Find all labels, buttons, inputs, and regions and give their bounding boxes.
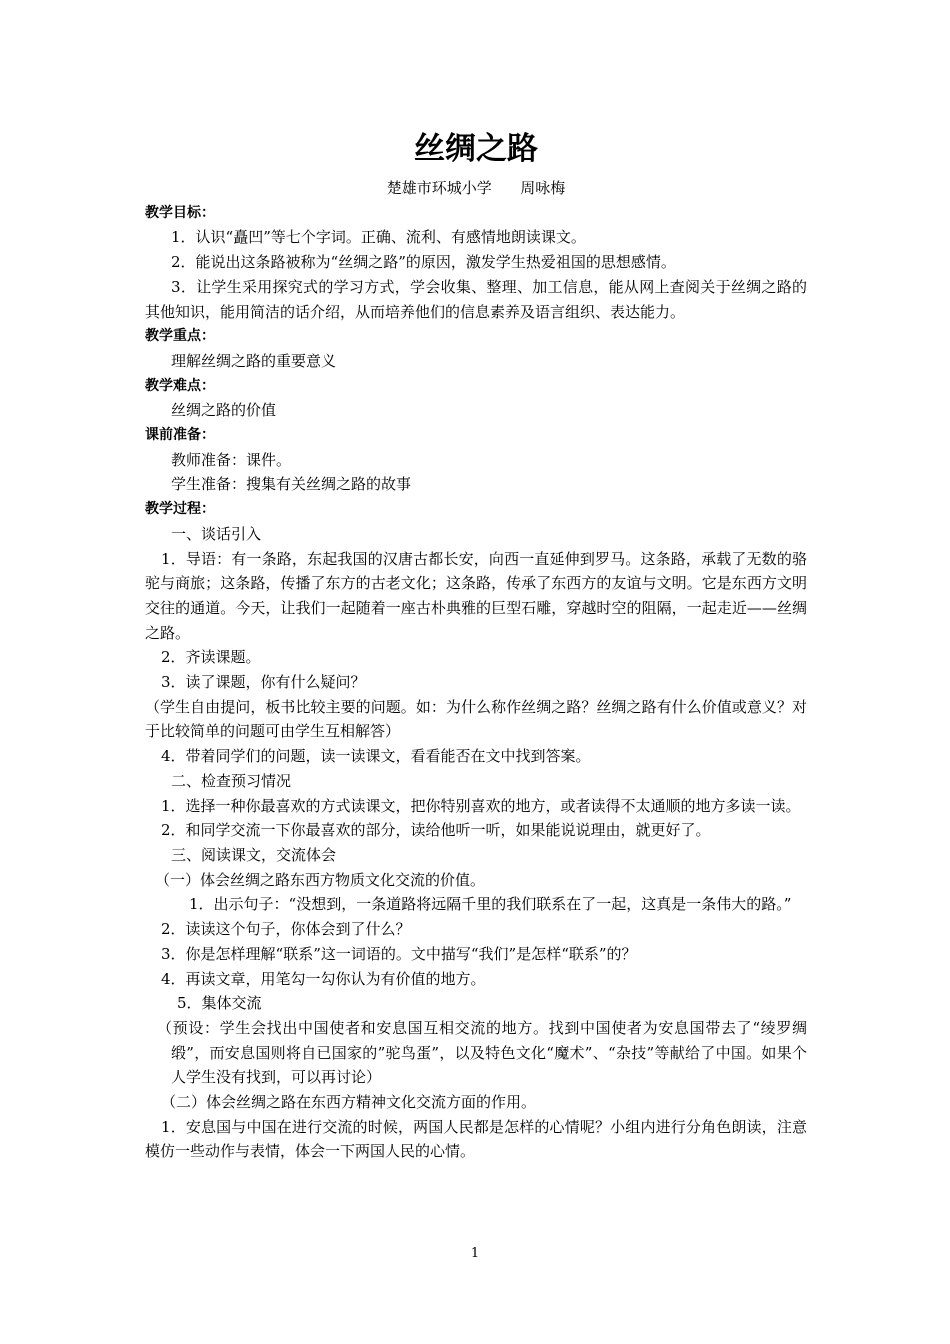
process-note: （学生自由提问，板书比较主要的问题。如：为什么称作丝绸之路？丝绸之路有什么价值或意义？对于比较简单的问题可由学生互相解答）: [145, 697, 807, 741]
sub1-title: （一）体会丝绸之路东西方物质文化交流的价值。: [155, 870, 486, 889]
process-paragraph: 2．齐读课题。: [161, 648, 261, 667]
document-title: 丝绸之路: [414, 131, 538, 167]
key-heading: 教学重点：: [145, 328, 215, 345]
process-paragraph: 2．读读这个句子，你体会到了什么？: [161, 920, 411, 939]
process-paragraph: 1．选择一种你最喜欢的方式读课文，把你特别喜欢的地方，或者读得不太通顺的地方多读一读。: [161, 796, 801, 815]
process-paragraph: 3．读了课题，你有什么疑问？: [161, 673, 366, 692]
prep-student: 学生准备：搜集有关丝绸之路的故事: [171, 475, 412, 494]
difficulty-heading: 教学难点：: [145, 377, 215, 394]
part2-title: 二、检查预习情况: [171, 771, 292, 790]
goal-item: 2．能说出这条路被称为“丝绸之路”的原因，激发学生热爱祖国的思想感情。: [171, 253, 676, 272]
goal-item: 3．让学生采用探究式的学习方式，学会收集、整理、加工信息，能从网上查阅关于丝绸之路的其他知识，能用简洁的话介绍，从而培养他们的信息素养及语言组织、表达能力。: [145, 277, 807, 321]
document-page: [145, 122, 807, 1164]
prep-teacher: 教师准备：课件。: [171, 450, 292, 469]
difficulty-text: 丝绸之路的价值: [171, 401, 277, 420]
goals-heading: 教学目标：: [145, 204, 215, 221]
key-text: 理解丝绸之路的重要意义: [171, 351, 337, 370]
process-heading: 教学过程：: [145, 501, 215, 518]
prep-heading: 课前准备：: [145, 427, 215, 444]
process-paragraph: 1．出示句子：“没想到，一条道路将远隔千里的我们联系在了一起，这真是一条伟大的路。”: [189, 895, 792, 914]
part3-title: 三、阅读课文，交流体会: [171, 845, 337, 864]
page-number: 1: [470, 1246, 480, 1261]
sub2-title: （二）体会丝绸之路在东西方精神文化交流方面的作用。: [161, 1093, 537, 1112]
process-paragraph: 5．集体交流: [177, 994, 262, 1013]
process-paragraph: 1．导语：有一条路，东起我国的汉唐古都长安，向西一直延伸到罗马。这条路，承载了无数的骆驼与商旅；这条路，传播了东方的古老文化；这条路，传承了东西方的友谊与文明。它是东西方文明交往的通道。今天，让我们一起随着一座古朴典雅的巨型石雕，穿越时空的阻隔，一起走近——丝绸之路。: [145, 549, 807, 642]
process-paragraph: 4．再读文章，用笔勾一勾你认为有价值的地方。: [161, 969, 486, 988]
author-line: 楚雄市环城小学 周咏梅: [386, 179, 566, 197]
part1-title: 一、谈话引入: [171, 524, 262, 543]
process-paragraph: 3．你是怎样理解“联系”这一词语的。文中描写“我们”是怎样“联系”的？: [161, 944, 637, 963]
process-paragraph: 4．带着同学们的问题，读一读课文，看看能否在文中找到答案。: [161, 747, 591, 766]
process-paragraph: 1．安息国与中国在进行交流的时候，两国人民都是怎样的心情呢？小组内进行分角色朗读，注意模仿一些动作与表情，体会一下两国人民的心情。: [145, 1117, 807, 1161]
process-note: （预设：学生会找出中国使者和安息国互相交流的地方。找到中国使者为安息国带去了“绫罗绸缎”，而安息国则将自已国家的”驼鸟蛋”，以及特色文化“魔术”、“杂技”等献给了中国。如果个人学生没有找到，可以再讨论）: [157, 1018, 807, 1087]
goal-item: 1．认识“矗凹”等七个字词。正确、流利、有感情地朗读课文。: [171, 228, 586, 247]
process-paragraph: 2．和同学交流一下你最喜欢的部分，读给他听一听，如果能说说理由，就更好了。: [161, 821, 711, 840]
